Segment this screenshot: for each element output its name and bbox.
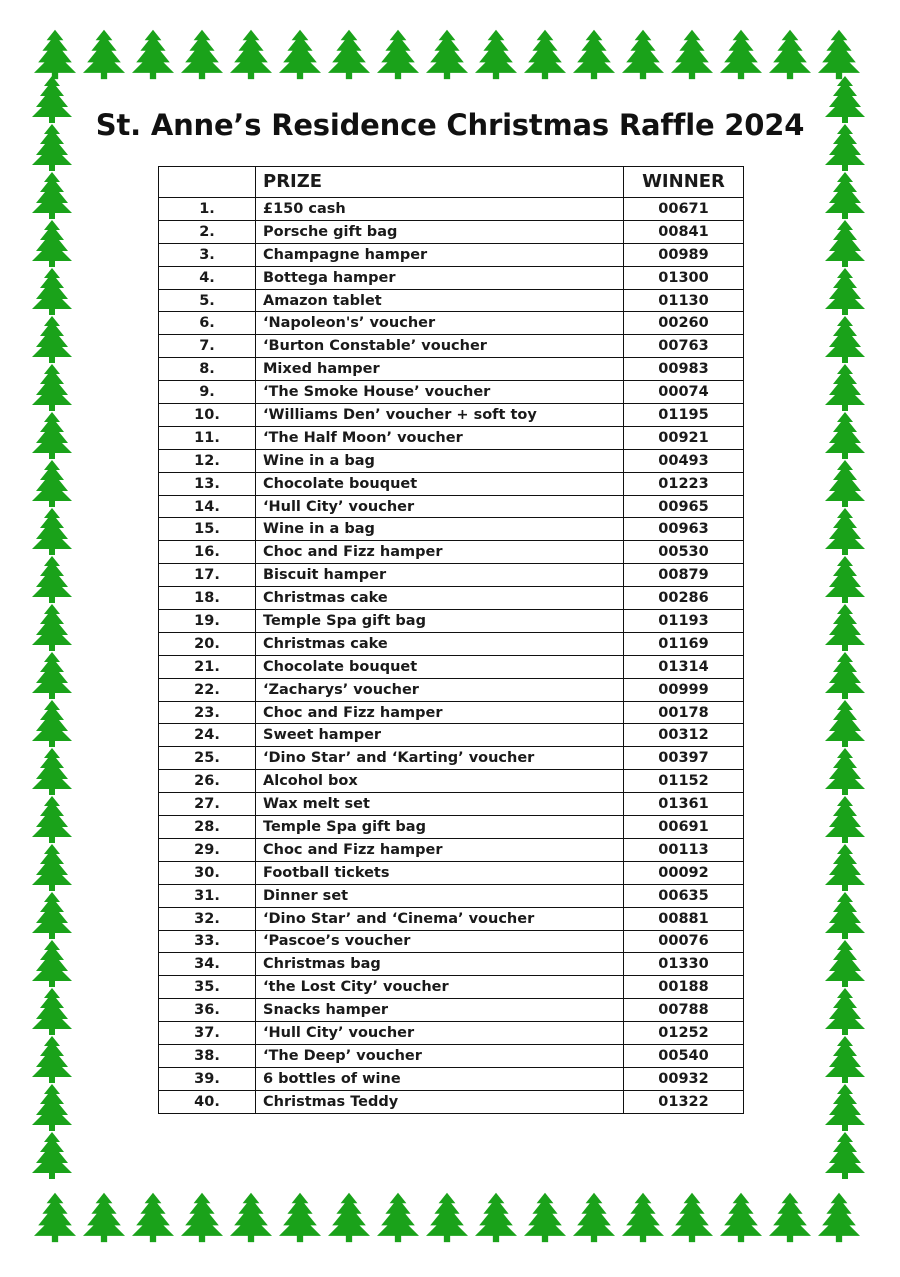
winner-ticket: 00493 — [624, 449, 744, 472]
prize-number: 7. — [159, 335, 256, 358]
christmas-tree-icon — [132, 30, 174, 79]
christmas-tree-icon — [671, 30, 713, 79]
winner-ticket: 01361 — [624, 793, 744, 816]
prize-number: 36. — [159, 999, 256, 1022]
table-row — [159, 793, 744, 816]
winner-ticket: 00113 — [624, 838, 744, 861]
christmas-tree-icon — [32, 604, 72, 651]
christmas-tree-icon — [83, 30, 125, 79]
christmas-tree-icon — [32, 460, 72, 507]
christmas-tree-icon — [32, 364, 72, 411]
prize-number: 22. — [159, 678, 256, 701]
prize-number: 31. — [159, 884, 256, 907]
prize-number: 9. — [159, 381, 256, 404]
prize-name: Christmas Teddy — [256, 1090, 624, 1113]
christmas-tree-icon — [230, 30, 272, 79]
winner-ticket: 00691 — [624, 816, 744, 839]
christmas-tree-icon — [32, 268, 72, 315]
table-row — [159, 449, 744, 472]
christmas-tree-icon — [32, 220, 72, 267]
prize-number: 33. — [159, 930, 256, 953]
winner-ticket: 00965 — [624, 495, 744, 518]
christmas-tree-icon — [825, 364, 865, 411]
winner-ticket: 01252 — [624, 1022, 744, 1045]
christmas-tree-icon — [83, 1193, 125, 1242]
christmas-tree-icon — [825, 700, 865, 747]
table-row — [159, 564, 744, 587]
table-row — [159, 838, 744, 861]
table-row — [159, 518, 744, 541]
prize-name: Bottega hamper — [256, 266, 624, 289]
prize-name: Amazon tablet — [256, 289, 624, 312]
prize-number: 35. — [159, 976, 256, 999]
prize-number: 23. — [159, 701, 256, 724]
table-row — [159, 1044, 744, 1067]
prize-number: 39. — [159, 1067, 256, 1090]
winner-ticket: 00188 — [624, 976, 744, 999]
winner-ticket: 00092 — [624, 861, 744, 884]
christmas-tree-icon — [573, 30, 615, 79]
christmas-tree-icon — [32, 412, 72, 459]
prize-name: ‘The Deep’ voucher — [256, 1044, 624, 1067]
table-row — [159, 953, 744, 976]
prize-name: ‘The Smoke House’ voucher — [256, 381, 624, 404]
christmas-tree-icon — [825, 172, 865, 219]
table-row — [159, 884, 744, 907]
christmas-tree-icon — [377, 30, 419, 79]
christmas-tree-icon — [825, 748, 865, 795]
winner-ticket: 00074 — [624, 381, 744, 404]
christmas-tree-icon — [32, 556, 72, 603]
table-row — [159, 770, 744, 793]
christmas-tree-icon — [328, 30, 370, 79]
christmas-tree-icon — [825, 412, 865, 459]
christmas-tree-icon — [622, 30, 664, 79]
prize-name: ‘The Half Moon’ voucher — [256, 426, 624, 449]
winner-ticket: 01152 — [624, 770, 744, 793]
winner-ticket: 00076 — [624, 930, 744, 953]
table-row — [159, 404, 744, 427]
winner-ticket: 00763 — [624, 335, 744, 358]
prize-number: 32. — [159, 907, 256, 930]
christmas-tree-icon — [32, 1132, 72, 1179]
table-row — [159, 747, 744, 770]
prize-number: 5. — [159, 289, 256, 312]
christmas-tree-icon — [825, 508, 865, 555]
prize-name: Choc and Fizz hamper — [256, 701, 624, 724]
christmas-tree-icon — [825, 652, 865, 699]
christmas-tree-icon — [377, 1193, 419, 1242]
winner-ticket: 01330 — [624, 953, 744, 976]
christmas-tree-icon — [825, 460, 865, 507]
christmas-tree-icon — [32, 748, 72, 795]
prize-number: 17. — [159, 564, 256, 587]
christmas-tree-icon — [426, 1193, 468, 1242]
prize-name: ‘Hull City’ voucher — [256, 495, 624, 518]
winner-ticket: 00999 — [624, 678, 744, 701]
prize-name: ‘Dino Star’ and ‘Cinema’ voucher — [256, 907, 624, 930]
christmas-tree-icon — [34, 30, 76, 79]
prize-number: 3. — [159, 243, 256, 266]
table-row — [159, 1022, 744, 1045]
prize-name: 6 bottles of wine — [256, 1067, 624, 1090]
prize-name: Alcohol box — [256, 770, 624, 793]
christmas-tree-icon — [279, 30, 321, 79]
table-row — [159, 816, 744, 839]
table-row — [159, 999, 744, 1022]
christmas-tree-icon — [34, 1193, 76, 1242]
winner-ticket: 00635 — [624, 884, 744, 907]
raffle-results-table — [158, 166, 744, 1114]
table-row — [159, 220, 744, 243]
prize-number: 14. — [159, 495, 256, 518]
christmas-tree-icon — [825, 268, 865, 315]
table-row — [159, 678, 744, 701]
prize-number: 1. — [159, 198, 256, 221]
winner-ticket: 00963 — [624, 518, 744, 541]
prize-name: Chocolate bouquet — [256, 655, 624, 678]
winner-ticket: 00540 — [624, 1044, 744, 1067]
prize-name: Porsche gift bag — [256, 220, 624, 243]
christmas-tree-icon — [818, 1193, 860, 1242]
christmas-tree-icon — [825, 1036, 865, 1083]
christmas-tree-icon — [32, 940, 72, 987]
christmas-tree-icon — [818, 30, 860, 79]
prize-number: 40. — [159, 1090, 256, 1113]
winner-ticket: 00841 — [624, 220, 744, 243]
prize-number: 21. — [159, 655, 256, 678]
prize-number: 19. — [159, 610, 256, 633]
page-title: St. Anne’s Residence Christmas Raffle 2024 — [95, 108, 805, 142]
christmas-tree-icon — [230, 1193, 272, 1242]
winner-ticket: 01300 — [624, 266, 744, 289]
prize-number: 26. — [159, 770, 256, 793]
christmas-tree-icon — [181, 1193, 223, 1242]
table-row — [159, 655, 744, 678]
prize-name: Mixed hamper — [256, 358, 624, 381]
christmas-tree-icon — [825, 940, 865, 987]
prize-name: £150 cash — [256, 198, 624, 221]
table-row — [159, 587, 744, 610]
table-row — [159, 632, 744, 655]
christmas-tree-icon — [32, 988, 72, 1035]
christmas-tree-icon — [524, 1193, 566, 1242]
christmas-tree-icon — [825, 556, 865, 603]
table-row — [159, 1067, 744, 1090]
christmas-tree-icon — [132, 1193, 174, 1242]
prize-number: 20. — [159, 632, 256, 655]
table-row — [159, 381, 744, 404]
prize-name: Christmas cake — [256, 632, 624, 655]
christmas-tree-icon — [825, 796, 865, 843]
table-row — [159, 610, 744, 633]
christmas-tree-icon — [32, 316, 72, 363]
prize-name: ‘Williams Den’ voucher + soft toy — [256, 404, 624, 427]
prize-number: 18. — [159, 587, 256, 610]
table-row — [159, 1090, 744, 1113]
prize-number: 30. — [159, 861, 256, 884]
table-row — [159, 861, 744, 884]
christmas-tree-icon — [32, 1036, 72, 1083]
table-row — [159, 472, 744, 495]
prize-number: 24. — [159, 724, 256, 747]
winner-ticket: 01169 — [624, 632, 744, 655]
christmas-tree-icon — [32, 796, 72, 843]
christmas-tree-icon — [279, 1193, 321, 1242]
winner-ticket: 00178 — [624, 701, 744, 724]
table-row — [159, 358, 744, 381]
prize-name: Christmas cake — [256, 587, 624, 610]
prize-name: Sweet hamper — [256, 724, 624, 747]
prize-number: 6. — [159, 312, 256, 335]
christmas-tree-icon — [825, 220, 865, 267]
prize-name: Chocolate bouquet — [256, 472, 624, 495]
christmas-tree-icon — [426, 30, 468, 79]
winner-column-header: WINNER — [624, 167, 744, 198]
christmas-tree-icon — [524, 30, 566, 79]
winner-ticket: 00671 — [624, 198, 744, 221]
prize-name: ‘Hull City’ voucher — [256, 1022, 624, 1045]
prize-number: 28. — [159, 816, 256, 839]
christmas-tree-icon — [769, 30, 811, 79]
prize-name: ‘Burton Constable’ voucher — [256, 335, 624, 358]
prize-number: 12. — [159, 449, 256, 472]
winner-ticket: 00983 — [624, 358, 744, 381]
winner-ticket: 01193 — [624, 610, 744, 633]
prize-name: Christmas bag — [256, 953, 624, 976]
christmas-tree-icon — [825, 1084, 865, 1131]
prize-number: 2. — [159, 220, 256, 243]
christmas-tree-icon — [825, 988, 865, 1035]
christmas-tree-icon — [32, 508, 72, 555]
prize-number: 25. — [159, 747, 256, 770]
christmas-tree-icon — [32, 892, 72, 939]
prize-name: Wine in a bag — [256, 518, 624, 541]
prize-name: Choc and Fizz hamper — [256, 838, 624, 861]
prize-name: Wax melt set — [256, 793, 624, 816]
table-row — [159, 541, 744, 564]
christmas-tree-icon — [622, 1193, 664, 1242]
prize-number: 27. — [159, 793, 256, 816]
prize-name: ‘Pascoe’s voucher — [256, 930, 624, 953]
winner-ticket: 01322 — [624, 1090, 744, 1113]
prize-name: Temple Spa gift bag — [256, 816, 624, 839]
prize-name: Choc and Fizz hamper — [256, 541, 624, 564]
winner-ticket: 00788 — [624, 999, 744, 1022]
prize-number: 38. — [159, 1044, 256, 1067]
christmas-tree-icon — [475, 30, 517, 79]
winner-ticket: 00921 — [624, 426, 744, 449]
table-row — [159, 907, 744, 930]
table-header-row — [159, 167, 744, 198]
table-row — [159, 701, 744, 724]
christmas-tree-icon — [825, 316, 865, 363]
prize-column-header: PRIZE — [256, 167, 624, 198]
christmas-tree-icon — [769, 1193, 811, 1242]
prize-name: Biscuit hamper — [256, 564, 624, 587]
christmas-tree-icon — [825, 604, 865, 651]
prize-name: ‘Dino Star’ and ‘Karting’ voucher — [256, 747, 624, 770]
table-row — [159, 289, 744, 312]
christmas-tree-icon — [32, 1084, 72, 1131]
prize-number: 13. — [159, 472, 256, 495]
winner-ticket: 01130 — [624, 289, 744, 312]
table-row — [159, 312, 744, 335]
table-row — [159, 266, 744, 289]
winner-ticket: 00530 — [624, 541, 744, 564]
christmas-tree-icon — [32, 652, 72, 699]
prize-name: Wine in a bag — [256, 449, 624, 472]
table-row — [159, 930, 744, 953]
prize-number: 11. — [159, 426, 256, 449]
winner-ticket: 00286 — [624, 587, 744, 610]
prize-number: 34. — [159, 953, 256, 976]
prize-name: Temple Spa gift bag — [256, 610, 624, 633]
christmas-tree-icon — [475, 1193, 517, 1242]
christmas-tree-icon — [825, 1132, 865, 1179]
winner-ticket: 00881 — [624, 907, 744, 930]
winner-ticket: 01223 — [624, 472, 744, 495]
winner-ticket: 01195 — [624, 404, 744, 427]
prize-name: Dinner set — [256, 884, 624, 907]
prize-number: 10. — [159, 404, 256, 427]
winner-ticket: 00397 — [624, 747, 744, 770]
winner-ticket: 00989 — [624, 243, 744, 266]
table-row — [159, 335, 744, 358]
winner-ticket: 00260 — [624, 312, 744, 335]
christmas-tree-icon — [328, 1193, 370, 1242]
prize-name: Football tickets — [256, 861, 624, 884]
christmas-tree-icon — [32, 172, 72, 219]
prize-number: 4. — [159, 266, 256, 289]
number-column-header — [159, 167, 256, 198]
table-row — [159, 243, 744, 266]
prize-name: ‘Zacharys’ voucher — [256, 678, 624, 701]
prize-name: ‘the Lost City’ voucher — [256, 976, 624, 999]
christmas-tree-icon — [720, 1193, 762, 1242]
prize-number: 15. — [159, 518, 256, 541]
prize-number: 8. — [159, 358, 256, 381]
prize-number: 16. — [159, 541, 256, 564]
winner-ticket: 00312 — [624, 724, 744, 747]
prize-name: Champagne hamper — [256, 243, 624, 266]
prize-name: Snacks hamper — [256, 999, 624, 1022]
christmas-tree-icon — [32, 844, 72, 891]
christmas-tree-icon — [825, 892, 865, 939]
winner-ticket: 01314 — [624, 655, 744, 678]
winner-ticket: 00932 — [624, 1067, 744, 1090]
christmas-tree-icon — [671, 1193, 713, 1242]
table-row — [159, 976, 744, 999]
christmas-tree-icon — [32, 700, 72, 747]
prize-number: 29. — [159, 838, 256, 861]
prize-name: ‘Napoleon's’ voucher — [256, 312, 624, 335]
table-row — [159, 198, 744, 221]
christmas-tree-icon — [181, 30, 223, 79]
christmas-tree-icon — [720, 30, 762, 79]
table-row — [159, 495, 744, 518]
christmas-tree-icon — [573, 1193, 615, 1242]
table-row — [159, 426, 744, 449]
christmas-tree-icon — [825, 844, 865, 891]
table-row — [159, 724, 744, 747]
prize-number: 37. — [159, 1022, 256, 1045]
winner-ticket: 00879 — [624, 564, 744, 587]
